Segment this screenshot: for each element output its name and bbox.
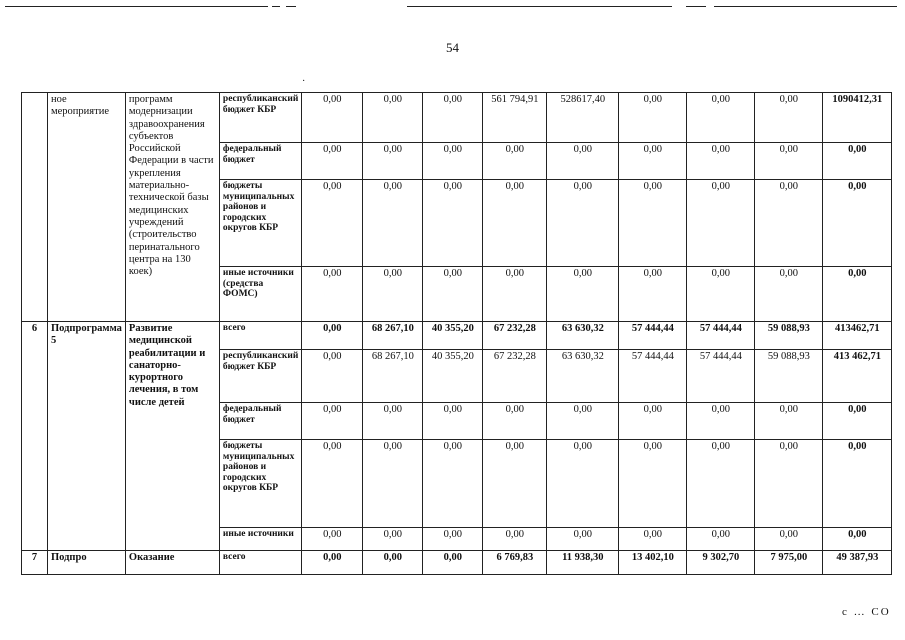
value-cell: 0,00 — [755, 93, 823, 143]
value-cell: 0,00 — [619, 440, 687, 528]
value-cell: 0,00 — [363, 528, 423, 551]
value-cell: 0,00 — [363, 551, 423, 575]
value-cell: 63 630,32 — [547, 322, 619, 350]
scan-speck: · — [302, 76, 306, 87]
value-cell: 0,00 — [302, 350, 363, 403]
program-description: программ модернизации здравоохранения субъектов Российской Федерации в части укрепления материально-технической базы медицинских учреждений (строительство перинатального центра на 130 коек) — [125, 93, 219, 322]
value-cell: 0,00 — [302, 440, 363, 528]
value-cell: 0,00 — [755, 267, 823, 322]
value-cell: 0,00 — [687, 267, 755, 322]
top-rule-left — [5, 6, 268, 7]
program-name: Подпро — [48, 551, 126, 575]
value-cell: 0,00 — [363, 93, 423, 143]
value-cell: 0,00 — [302, 322, 363, 350]
value-cell: 0,00 — [363, 143, 423, 180]
value-cell: 68 267,10 — [363, 350, 423, 403]
value-cell: 0,00 — [619, 528, 687, 551]
value-cell: 0,00 — [547, 143, 619, 180]
total-cell: 0,00 — [823, 528, 892, 551]
funding-source: республиканский бюджет КБР — [219, 93, 301, 143]
value-cell: 0,00 — [423, 143, 483, 180]
value-cell: 59 088,93 — [755, 322, 823, 350]
funding-source: иные источники — [219, 528, 301, 551]
value-cell: 0,00 — [619, 180, 687, 267]
funding-source: всего — [219, 551, 301, 575]
value-cell: 0,00 — [363, 180, 423, 267]
value-cell: 0,00 — [302, 267, 363, 322]
total-cell: 0,00 — [823, 403, 892, 440]
value-cell: 0,00 — [619, 93, 687, 143]
value-cell: 0,00 — [302, 551, 363, 575]
value-cell: 0,00 — [423, 180, 483, 267]
value-cell: 0,00 — [423, 267, 483, 322]
value-cell: 0,00 — [483, 180, 547, 267]
value-cell: 68 267,10 — [363, 322, 423, 350]
footer-mark: с … СО — [842, 606, 891, 618]
value-cell: 9 302,70 — [687, 551, 755, 575]
value-cell: 0,00 — [363, 267, 423, 322]
value-cell: 40 355,20 — [423, 350, 483, 403]
value-cell: 0,00 — [547, 440, 619, 528]
top-rule-right — [407, 6, 672, 7]
value-cell: 0,00 — [302, 180, 363, 267]
top-rule-dash-2 — [286, 6, 296, 7]
value-cell: 0,00 — [687, 528, 755, 551]
value-cell: 0,00 — [423, 403, 483, 440]
page-number: 54 — [446, 40, 459, 55]
top-rule-far-right — [714, 6, 897, 7]
value-cell: 0,00 — [423, 440, 483, 528]
value-cell: 0,00 — [423, 528, 483, 551]
program-name: ное мероприятие — [48, 93, 126, 322]
funding-source: бюджеты муниципальных районов и городских округов КБР — [219, 440, 301, 528]
value-cell: 63 630,32 — [547, 350, 619, 403]
funding-source: всего — [219, 322, 301, 350]
value-cell: 0,00 — [483, 528, 547, 551]
value-cell: 6 769,83 — [483, 551, 547, 575]
total-cell: 49 387,93 — [823, 551, 892, 575]
program-name: Подпрограмма 5 — [48, 322, 126, 551]
row-number — [22, 93, 48, 322]
value-cell: 67 232,28 — [483, 350, 547, 403]
table-row — [22, 322, 892, 350]
value-cell: 0,00 — [302, 528, 363, 551]
value-cell: 0,00 — [687, 93, 755, 143]
program-description: Оказание — [125, 551, 219, 575]
value-cell: 0,00 — [302, 403, 363, 440]
value-cell: 57 444,44 — [619, 322, 687, 350]
value-cell: 0,00 — [363, 440, 423, 528]
value-cell: 0,00 — [423, 551, 483, 575]
value-cell: 59 088,93 — [755, 350, 823, 403]
table-row — [22, 93, 892, 143]
funding-source: бюджеты муниципальных районов и городских округов КБР — [219, 180, 301, 267]
value-cell: 0,00 — [687, 403, 755, 440]
value-cell: 67 232,28 — [483, 322, 547, 350]
top-rule-dash-1 — [272, 6, 280, 7]
value-cell: 0,00 — [547, 180, 619, 267]
value-cell: 0,00 — [483, 440, 547, 528]
value-cell: 13 402,10 — [619, 551, 687, 575]
value-cell: 0,00 — [302, 93, 363, 143]
value-cell: 0,00 — [755, 440, 823, 528]
value-cell: 0,00 — [483, 267, 547, 322]
total-cell: 0,00 — [823, 180, 892, 267]
table-row — [22, 551, 892, 575]
value-cell: 0,00 — [687, 440, 755, 528]
program-description: Развитие медицинской реабилитации и санаторно-курортного лечения, в том числе детей — [125, 322, 219, 551]
value-cell: 57 444,44 — [687, 322, 755, 350]
value-cell: 0,00 — [423, 93, 483, 143]
total-cell: 1090412,31 — [823, 93, 892, 143]
top-rule-dash-3 — [686, 6, 706, 7]
total-cell: 413 462,71 — [823, 350, 892, 403]
value-cell: 528617,40 — [547, 93, 619, 143]
value-cell: 11 938,30 — [547, 551, 619, 575]
value-cell: 561 794,91 — [483, 93, 547, 143]
funding-source: федеральный бюджет — [219, 143, 301, 180]
value-cell: 0,00 — [687, 143, 755, 180]
row-number: 6 — [22, 322, 48, 551]
value-cell: 0,00 — [755, 180, 823, 267]
row-number: 7 — [22, 551, 48, 575]
funding-source: республиканский бюджет КБР — [219, 350, 301, 403]
total-cell: 413462,71 — [823, 322, 892, 350]
total-cell: 0,00 — [823, 143, 892, 180]
value-cell: 0,00 — [483, 403, 547, 440]
value-cell: 0,00 — [302, 143, 363, 180]
value-cell: 0,00 — [483, 143, 547, 180]
value-cell: 40 355,20 — [423, 322, 483, 350]
value-cell: 7 975,00 — [755, 551, 823, 575]
value-cell: 0,00 — [687, 180, 755, 267]
value-cell: 0,00 — [547, 528, 619, 551]
budget-table — [21, 92, 892, 575]
value-cell: 0,00 — [547, 267, 619, 322]
funding-source: федеральный бюджет — [219, 403, 301, 440]
total-cell: 0,00 — [823, 440, 892, 528]
value-cell: 0,00 — [619, 403, 687, 440]
value-cell: 0,00 — [755, 528, 823, 551]
total-cell: 0,00 — [823, 267, 892, 322]
value-cell: 0,00 — [363, 403, 423, 440]
value-cell: 0,00 — [755, 143, 823, 180]
value-cell: 0,00 — [619, 267, 687, 322]
value-cell: 0,00 — [755, 403, 823, 440]
value-cell: 0,00 — [619, 143, 687, 180]
funding-source: иные источники (средства ФОМС) — [219, 267, 301, 322]
value-cell: 57 444,44 — [619, 350, 687, 403]
value-cell: 57 444,44 — [687, 350, 755, 403]
value-cell: 0,00 — [547, 403, 619, 440]
